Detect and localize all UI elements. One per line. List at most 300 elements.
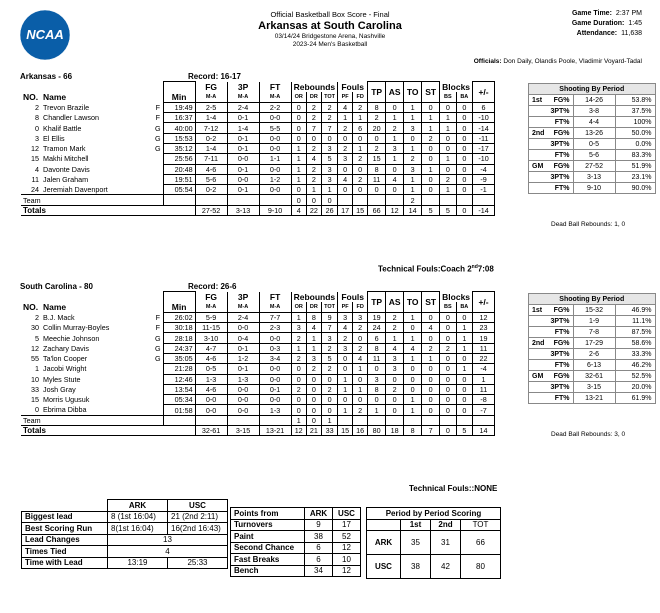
player-stat: 1-2 — [259, 174, 291, 184]
player-stat: 11 — [368, 174, 386, 184]
percentage: 23.1% — [615, 172, 655, 183]
points-row — [231, 531, 361, 543]
min-head: Min — [163, 92, 195, 103]
player-stat: 2 — [422, 133, 440, 143]
player-stat: 0 — [322, 374, 338, 384]
percentage: 50.0% — [615, 128, 655, 139]
period-label: GM — [529, 371, 548, 382]
player-stat: 0 — [440, 405, 456, 415]
ba-head: BA — [456, 302, 472, 313]
tot-head: TOT — [322, 92, 338, 103]
player-name: Zachary Davis — [43, 343, 89, 353]
player-stat: 8 — [368, 384, 386, 394]
player-stat: 1 — [456, 323, 472, 333]
player-row — [21, 374, 495, 384]
player-row — [21, 154, 495, 164]
player-stat: 0 — [440, 384, 456, 394]
player-stat: 7-7 — [259, 312, 291, 322]
player-stat: 0 — [456, 133, 472, 143]
player-row — [21, 353, 495, 363]
player-stat: 1 — [404, 405, 422, 415]
player-minutes: 21:28 — [163, 364, 195, 374]
player-number: 12 — [31, 144, 39, 154]
game-summary — [21, 499, 228, 569]
player-stat: 2 — [306, 143, 321, 153]
totals-stat: 5 — [456, 426, 472, 436]
player-minutes: 26:02 — [163, 312, 195, 322]
player-stat: 0 — [291, 133, 306, 143]
player-stat: 0 — [456, 374, 472, 384]
totals-stat: 26 — [322, 205, 338, 215]
player-stat: 0 — [440, 333, 456, 343]
plusminus-head: +/- — [473, 82, 495, 103]
percentage: 52.5% — [615, 371, 655, 382]
player-stat: 0 — [306, 133, 321, 143]
player-minutes: 35:12 — [163, 143, 195, 153]
player-stat: 1 — [422, 113, 440, 123]
percentage: 53.8% — [615, 95, 655, 106]
player-stat: 3 — [386, 364, 404, 374]
player-name: Davonte Davis — [43, 164, 90, 174]
period-row — [529, 371, 656, 382]
totals-row — [21, 205, 495, 215]
ark-title: Arkansas - 66 — [20, 72, 73, 81]
name-head: Name — [43, 92, 67, 103]
bs-head: BS — [440, 302, 456, 313]
player-stat: 0 — [456, 154, 472, 164]
player-position: F — [155, 113, 160, 123]
player-stat: 0 — [386, 395, 404, 405]
usc-title: South Carolina - 80 — [20, 282, 93, 291]
totals-stat: 66 — [368, 205, 386, 215]
made-attempted: 6-13 — [573, 360, 615, 371]
officials-names: Don Daily, Olandis Poole, Vladimir Voyard-Tadal — [503, 58, 642, 65]
season-line: 2023-24 Men's Basketball — [292, 41, 368, 48]
fg-head: FG — [195, 292, 227, 302]
player-stat: 2 — [322, 364, 338, 374]
player-stat: 2 — [368, 143, 386, 153]
ma-head: M-A — [259, 302, 291, 313]
player-stat: -11 — [473, 133, 495, 143]
player-stat: 4-6 — [195, 384, 227, 394]
player-row — [21, 164, 495, 174]
period-row — [529, 305, 656, 316]
no-head: NO. — [23, 302, 39, 313]
player-stat: 0 — [338, 395, 353, 405]
3p-head: 3P — [227, 82, 259, 92]
player-name: Trevon Brazile — [43, 102, 90, 112]
player-position — [153, 185, 163, 195]
percentage: 46.9% — [615, 305, 655, 316]
player-stat: 1 — [306, 333, 321, 343]
player-stat: 8 — [306, 312, 321, 322]
player-stat: 4 — [422, 323, 440, 333]
player-stat: 0 — [456, 384, 472, 394]
player-stat: 8 — [368, 102, 386, 112]
points-row — [231, 519, 361, 531]
player-stat: 1 — [404, 333, 422, 343]
player-stat: 19 — [473, 333, 495, 343]
made-attempted: 13-26 — [573, 128, 615, 139]
player-stat: 0 — [338, 353, 353, 363]
player-stat: 0 — [456, 353, 472, 363]
player-position — [153, 154, 163, 164]
player-stat: 2 — [440, 174, 456, 184]
player-minutes: 19:51 — [163, 174, 195, 184]
player-stat: -10 — [473, 113, 495, 123]
player-stat: 0-0 — [195, 405, 227, 415]
stat-type: FT% — [547, 117, 573, 128]
period-1-score: 38 — [401, 555, 431, 579]
report-title: Official Basketball Box Score - Final — [270, 10, 390, 19]
period-score-row — [367, 555, 501, 579]
ma-head: M-A — [227, 92, 259, 103]
points-usc: 52 — [333, 531, 361, 543]
player-stat: 2 — [338, 143, 353, 153]
player-number: 10 — [31, 374, 39, 384]
player-stat: 6 — [473, 102, 495, 112]
team-to: 2 — [404, 195, 422, 205]
player-stat: 1 — [440, 154, 456, 164]
player-stat: 1 — [386, 154, 404, 164]
best-run-usc: 16(2nd 16:43) — [168, 523, 228, 535]
times-tied-value: 4 — [108, 546, 228, 558]
totals-stat: 27-52 — [195, 205, 227, 215]
points-ark: 9 — [305, 519, 333, 531]
player-position: G — [155, 133, 161, 143]
player-stat: 22 — [473, 353, 495, 363]
player-name: Morris Ugusuk — [43, 395, 90, 405]
player-stat: 24 — [368, 323, 386, 333]
totals-stat: 0 — [456, 205, 472, 215]
totals-stat: 7 — [422, 426, 440, 436]
player-stat: 1 — [440, 113, 456, 123]
player-stat: 1 — [338, 113, 353, 123]
player-minutes: 13:54 — [163, 384, 195, 394]
player-number: 2 — [35, 312, 39, 322]
player-stat: 11 — [368, 353, 386, 363]
player-stat: 0-2 — [195, 185, 227, 195]
player-stat: 0 — [338, 164, 353, 174]
player-name: Jeremiah Davenport — [43, 185, 108, 195]
player-position: G — [155, 144, 161, 154]
player-stat: 19 — [368, 312, 386, 322]
player-row — [21, 364, 495, 374]
made-attempted: 32-61 — [573, 371, 615, 382]
player-stat: 9 — [322, 312, 338, 322]
period-2-score: 42 — [431, 555, 461, 579]
blocks-head: Blocks — [440, 292, 473, 302]
player-stat: 2 — [291, 333, 306, 343]
player-stat: 12 — [473, 312, 495, 322]
player-position — [153, 174, 163, 184]
biggest-lead-ark: 8 (1st 16:04) — [108, 511, 168, 523]
venue-line: 03/14/24 Bridgestone Arena, Nashville — [274, 33, 386, 40]
points-usc: 17 — [333, 519, 361, 531]
player-stat: 0-1 — [227, 143, 259, 153]
player-stat: 2 — [322, 343, 338, 353]
player-stat: 0 — [386, 164, 404, 174]
totals-stat: 33 — [322, 426, 338, 436]
player-stat: 1 — [368, 405, 386, 415]
player-stat: 1-3 — [195, 374, 227, 384]
player-name: Tramon Mark — [43, 144, 86, 154]
period-score-row — [367, 531, 501, 555]
points-usc: 12 — [333, 542, 361, 554]
made-attempted: 15-32 — [573, 305, 615, 316]
made-attempted: 1-9 — [573, 316, 615, 327]
player-stat: 0 — [306, 405, 321, 415]
player-stat: 7 — [322, 323, 338, 333]
header — [180, 10, 480, 48]
player-row — [21, 333, 495, 343]
player-stat: 2 — [353, 405, 368, 415]
no-head: NO. — [23, 92, 39, 103]
player-stat: 2 — [306, 364, 321, 374]
player-stat: 0 — [322, 405, 338, 415]
player-stat: 0 — [368, 395, 386, 405]
percentage: 87.5% — [615, 327, 655, 338]
totals-stat: 15 — [353, 205, 368, 215]
dr-head: DR — [306, 302, 321, 313]
player-stat: 2 — [306, 174, 321, 184]
player-stat: 1 — [338, 374, 353, 384]
usc-dead-ball: Dead Ball Rebounds: 3, 0 — [551, 431, 626, 438]
player-row — [21, 133, 495, 143]
points-usc: 12 — [333, 565, 361, 577]
points-from-head: Points from — [231, 508, 305, 520]
period-label: 2nd — [529, 338, 548, 349]
player-stat: 1-4 — [227, 123, 259, 133]
player-stat: 3 — [306, 353, 321, 363]
made-attempted: 5-6 — [573, 150, 615, 161]
player-stat: 0 — [440, 312, 456, 322]
player-stat: 1 — [291, 164, 306, 174]
player-stat: 0-0 — [259, 133, 291, 143]
player-stat: 0 — [353, 133, 368, 143]
player-stat: 3 — [322, 143, 338, 153]
player-position — [153, 395, 163, 405]
player-stat: 4 — [386, 174, 404, 184]
fd-head: FD — [353, 302, 368, 313]
player-stat: 0-0 — [227, 323, 259, 333]
totals-stat: 9-10 — [259, 205, 291, 215]
period-label — [529, 117, 548, 128]
player-stat: 0 — [306, 384, 321, 394]
player-stat: 0 — [353, 333, 368, 343]
tot-head: TOT — [322, 302, 338, 313]
attendance-label: Attendance: — [576, 30, 618, 37]
bs-head: BS — [440, 92, 456, 103]
made-attempted: 27-52 — [573, 161, 615, 172]
player-stat: 2 — [353, 174, 368, 184]
made-attempted: 3-13 — [573, 172, 615, 183]
points-ark: 6 — [305, 542, 333, 554]
ncaa-logo — [19, 9, 71, 61]
player-stat: 0 — [386, 185, 404, 195]
period-scoring — [366, 507, 501, 579]
period-label — [529, 172, 548, 183]
player-stat: 0-2 — [195, 133, 227, 143]
player-stat: 0 — [440, 323, 456, 333]
player-stat: 0-0 — [259, 113, 291, 123]
player-position — [153, 164, 163, 174]
totals-stat: 14 — [473, 426, 495, 436]
player-stat: 2 — [322, 113, 338, 123]
player-stat: 2 — [306, 113, 321, 123]
player-position: G — [155, 354, 161, 364]
tp-head: TP — [368, 82, 386, 103]
player-stat: 0 — [291, 102, 306, 112]
percentage: 37.5% — [615, 106, 655, 117]
player-stat: 0 — [368, 364, 386, 374]
player-minutes: 12:46 — [163, 374, 195, 384]
player-stat: 0-0 — [195, 395, 227, 405]
player-stat: 2 — [404, 154, 422, 164]
period-label — [529, 139, 548, 150]
player-minutes: 30:18 — [163, 323, 195, 333]
player-position: F — [155, 102, 160, 112]
player-stat: 0-1 — [227, 133, 259, 143]
st-head: ST — [422, 82, 440, 103]
player-number: 8 — [35, 113, 39, 123]
player-stat: 0 — [422, 312, 440, 322]
player-stat: 2-2 — [259, 102, 291, 112]
period-row — [529, 117, 656, 128]
team-dr: 0 — [306, 415, 321, 425]
period-label — [529, 327, 548, 338]
player-stat: -17 — [473, 143, 495, 153]
player-stat: 1-4 — [195, 143, 227, 153]
min-head: Min — [163, 302, 195, 313]
player-name: Ebrima Dibba — [43, 405, 87, 415]
player-stat: 3-10 — [195, 333, 227, 343]
blocks-head: Blocks — [440, 82, 473, 92]
player-name: Makhi Mitchell — [43, 154, 89, 164]
points-row — [231, 554, 361, 566]
player-stat: 0 — [338, 133, 353, 143]
period-label — [529, 183, 548, 194]
player-stat: 1 — [291, 143, 306, 153]
team-label: Team — [21, 195, 163, 205]
player-stat: 0 — [422, 395, 440, 405]
team-tot: 1 — [322, 415, 338, 425]
period-scoring-table — [366, 507, 501, 579]
player-stat: 1 — [404, 102, 422, 112]
player-stat: 7 — [306, 123, 321, 133]
player-name: B.J. Mack — [43, 312, 75, 322]
stat-type: 3PT% — [547, 382, 573, 393]
player-name: Meechie Johnson — [43, 333, 100, 343]
player-stat: -4 — [473, 164, 495, 174]
period-row — [529, 161, 656, 172]
player-stat: 7 — [322, 123, 338, 133]
period-label — [529, 382, 548, 393]
player-stat: 11 — [473, 384, 495, 394]
player-stat: 0 — [456, 123, 472, 133]
player-stat: 2 — [322, 102, 338, 112]
period-row — [529, 183, 656, 194]
time-lead-usc: 25:33 — [168, 557, 228, 569]
times-tied-label: Times Tied — [22, 546, 108, 558]
stat-type: FG% — [547, 95, 573, 106]
team-row — [21, 195, 495, 205]
player-stat: 0 — [440, 395, 456, 405]
matchup-title: Arkansas at South Carolina — [258, 20, 402, 32]
fg-head: FG — [195, 82, 227, 92]
ark-record: Record: 16-17 — [188, 72, 241, 81]
usc-shooting-table — [528, 293, 656, 404]
player-stat: 0-0 — [227, 405, 259, 415]
player-stat: 0 — [456, 113, 472, 123]
player-stat: 0 — [322, 133, 338, 143]
player-stat: 1 — [404, 353, 422, 363]
player-stat: 1 — [404, 113, 422, 123]
player-stat: 0 — [422, 174, 440, 184]
player-number: 12 — [31, 343, 39, 353]
player-stat: 2 — [386, 384, 404, 394]
player-stat: 8 — [368, 343, 386, 353]
percentage: 11.1% — [615, 316, 655, 327]
player-minutes: 28:18 — [163, 333, 195, 343]
player-stat: 2 — [353, 323, 368, 333]
player-stat: 5 — [322, 154, 338, 164]
made-attempted: 9-10 — [573, 183, 615, 194]
player-position — [153, 384, 163, 394]
player-stat: 0 — [306, 395, 321, 405]
player-stat: 2 — [386, 323, 404, 333]
player-stat: 1 — [291, 154, 306, 164]
made-attempted: 14-26 — [573, 95, 615, 106]
fouls-head: Fouls — [338, 292, 368, 302]
player-number: 0 — [35, 123, 39, 133]
usc-box-table — [21, 291, 495, 436]
player-stat: 5 — [322, 353, 338, 363]
totals-stat: 0 — [440, 426, 456, 436]
usc-box — [21, 291, 495, 436]
period-label: 1st — [529, 95, 548, 106]
player-stat: 11 — [473, 343, 495, 353]
made-attempted: 17-29 — [573, 338, 615, 349]
totals-label: Totals — [21, 205, 195, 215]
player-stat: 0 — [456, 312, 472, 322]
percentage: 100% — [615, 117, 655, 128]
player-position — [153, 374, 163, 384]
player-minutes: 05:34 — [163, 395, 195, 405]
player-stat: 2 — [386, 312, 404, 322]
player-stat: 0 — [368, 185, 386, 195]
player-row — [21, 143, 495, 153]
player-stat: 0 — [440, 102, 456, 112]
player-stat: 3 — [322, 333, 338, 343]
player-position: G — [155, 123, 161, 133]
player-stat: 4 — [338, 174, 353, 184]
percentage: 61.9% — [615, 393, 655, 404]
stat-type: FG% — [547, 305, 573, 316]
stat-type: FG% — [547, 161, 573, 172]
player-number: 5 — [35, 333, 39, 343]
best-run-ark: 8(1st 16:04) — [108, 523, 168, 535]
player-row — [21, 343, 495, 353]
period-2-head: 2nd — [431, 519, 461, 531]
usc-record: Record: 26-6 — [188, 282, 237, 291]
totals-stat: 3-15 — [227, 426, 259, 436]
percentage: 33.3% — [615, 349, 655, 360]
player-stat: 0 — [422, 185, 440, 195]
rebounds-head: Rebounds — [291, 292, 338, 302]
player-stat: 1 — [386, 133, 404, 143]
player-position: G — [155, 343, 161, 353]
